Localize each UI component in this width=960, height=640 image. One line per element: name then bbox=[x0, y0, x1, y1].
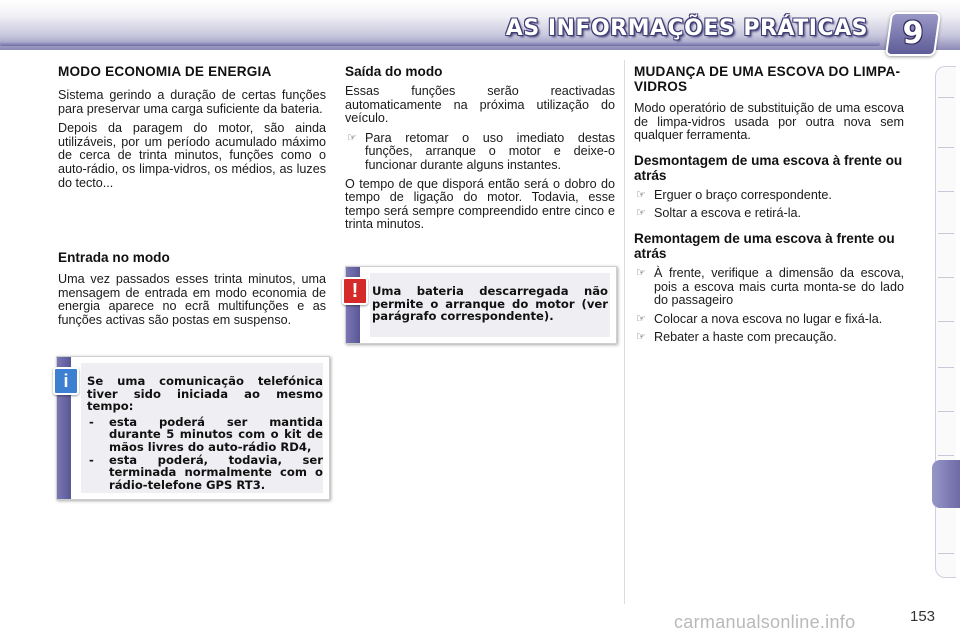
pointing-hand-icon: ☞ bbox=[636, 312, 646, 325]
warning-text: Uma bateria descarregada não permite o arranque do motor (ver parágrafo correspondente). bbox=[372, 284, 608, 324]
bullet-text: Colocar a nova escova no lugar e fixá-la. bbox=[654, 311, 883, 326]
pointing-hand-icon: ☞ bbox=[636, 331, 646, 344]
warning-box bbox=[345, 266, 617, 344]
warning-icon: ! bbox=[342, 277, 368, 305]
info-box-text bbox=[87, 375, 323, 491]
tab-divider bbox=[938, 233, 954, 234]
bullet-item bbox=[634, 189, 904, 203]
tab-divider bbox=[938, 277, 954, 278]
column-exit-mode bbox=[345, 64, 615, 238]
dash-marker: - bbox=[89, 452, 94, 467]
info-box-intro: Se uma comunicação telefónica tiver sido iniciada ao mesmo tempo: bbox=[87, 374, 323, 414]
tab-divider bbox=[938, 191, 954, 192]
bullet-text: Para retomar o uso imediato destas funções, arranque o motor e deixe-o funcionar durante alguns instantes. bbox=[365, 130, 615, 172]
paragraph: O tempo de que disporá então será o dobro do tempo de ligação do motor. Todavia, esse tempo será sempre compreendido entre cinco e trinta minutos. bbox=[345, 176, 615, 232]
bullet-item bbox=[634, 331, 904, 345]
column-energy-saving-entry bbox=[58, 250, 326, 333]
tab-divider bbox=[938, 455, 954, 456]
paragraph: Uma vez passados esses trinta minutos, uma mensagem de entrada em modo economia de energia aparece no ecrã multifunções e as funções activas são postas em suspenso. bbox=[58, 272, 326, 327]
subsection-title: Entrada no modo bbox=[58, 250, 170, 265]
list-item-text: esta poderá ser mantida durante 5 minutos com o kit de mãos livres do auto-rádio RD4, bbox=[109, 414, 323, 454]
paragraph: Depois da paragem do motor, são ainda utilizáveis, por um período acumulado máximo de cerca de trinta minutos, funções como o auto-rádio, os limpa-vidros, os médios, as luzes do tecto... bbox=[58, 121, 326, 190]
subsection-title: Saída do modo bbox=[345, 64, 443, 79]
paragraph: Modo operatório de substituição de uma escova de limpa-vidros usada por outra nova sem qualquer ferramenta. bbox=[634, 101, 904, 143]
tab-divider bbox=[938, 147, 954, 148]
page-header bbox=[0, 0, 960, 50]
bullet-item bbox=[634, 207, 904, 221]
bullet-text: À frente, verifique a dimensão da escova, pois a escova mais curta monta-se do lado do passageiro bbox=[654, 265, 904, 308]
tab-divider bbox=[938, 321, 954, 322]
bullet-item bbox=[634, 313, 904, 327]
tab-divider bbox=[938, 367, 954, 368]
chapter-number: 9 bbox=[902, 16, 924, 51]
info-icon: i bbox=[53, 367, 79, 395]
bullet-text: Soltar a escova e retirá-la. bbox=[654, 206, 801, 221]
subsection-title: Desmontagem de uma escova à frente ou atrás bbox=[634, 152, 903, 183]
section-title: MODO ECONOMIA DE ENERGIA bbox=[58, 64, 272, 79]
list-item bbox=[87, 454, 323, 492]
column-divider bbox=[624, 60, 625, 604]
chapter-tab-active[interactable] bbox=[932, 460, 960, 508]
pointing-hand-icon: ☞ bbox=[347, 131, 357, 144]
column-wiper-blade bbox=[634, 64, 904, 350]
bullet-item bbox=[634, 267, 904, 308]
column-energy-saving bbox=[58, 64, 326, 196]
section-title: MUDANÇA DE UMA ESCOVA DO LIMPA-VIDROS bbox=[634, 64, 901, 94]
paragraph: Essas funções serão reactivadas automaticamente na próxima utilização do veículo. bbox=[345, 84, 615, 126]
watermark: carmanualsonline.info bbox=[674, 612, 856, 632]
tab-divider bbox=[938, 553, 954, 554]
dash-marker: - bbox=[89, 414, 94, 429]
bullet-text: Rebater a haste com precaução. bbox=[654, 330, 837, 345]
pointing-hand-icon: ☞ bbox=[636, 207, 646, 220]
tab-divider bbox=[938, 97, 954, 98]
bullet-text: Erguer o braço correspondente. bbox=[654, 187, 832, 202]
tab-divider bbox=[938, 411, 954, 412]
pointing-hand-icon: ☞ bbox=[636, 188, 646, 201]
page-title: AS INFORMAÇÕES PRÁTICAS bbox=[505, 16, 868, 41]
chapter-badge bbox=[885, 12, 941, 56]
page-number: 153 bbox=[910, 608, 936, 625]
pointing-hand-icon: ☞ bbox=[636, 266, 646, 279]
header-rule bbox=[0, 42, 880, 46]
list-item bbox=[87, 416, 323, 454]
bullet-item bbox=[345, 132, 615, 173]
info-box bbox=[56, 356, 330, 500]
subsection-title: Remontagem de uma escova à frente ou atrás bbox=[634, 230, 895, 261]
warning-box-text bbox=[372, 285, 608, 323]
paragraph: Sistema gerindo a duração de certas funções para preservar uma carga suficiente da bateria. bbox=[58, 88, 326, 116]
list-item-text: esta poderá, todavia, ser terminada normalmente com o rádio-telefone GPS RT3. bbox=[109, 452, 323, 492]
